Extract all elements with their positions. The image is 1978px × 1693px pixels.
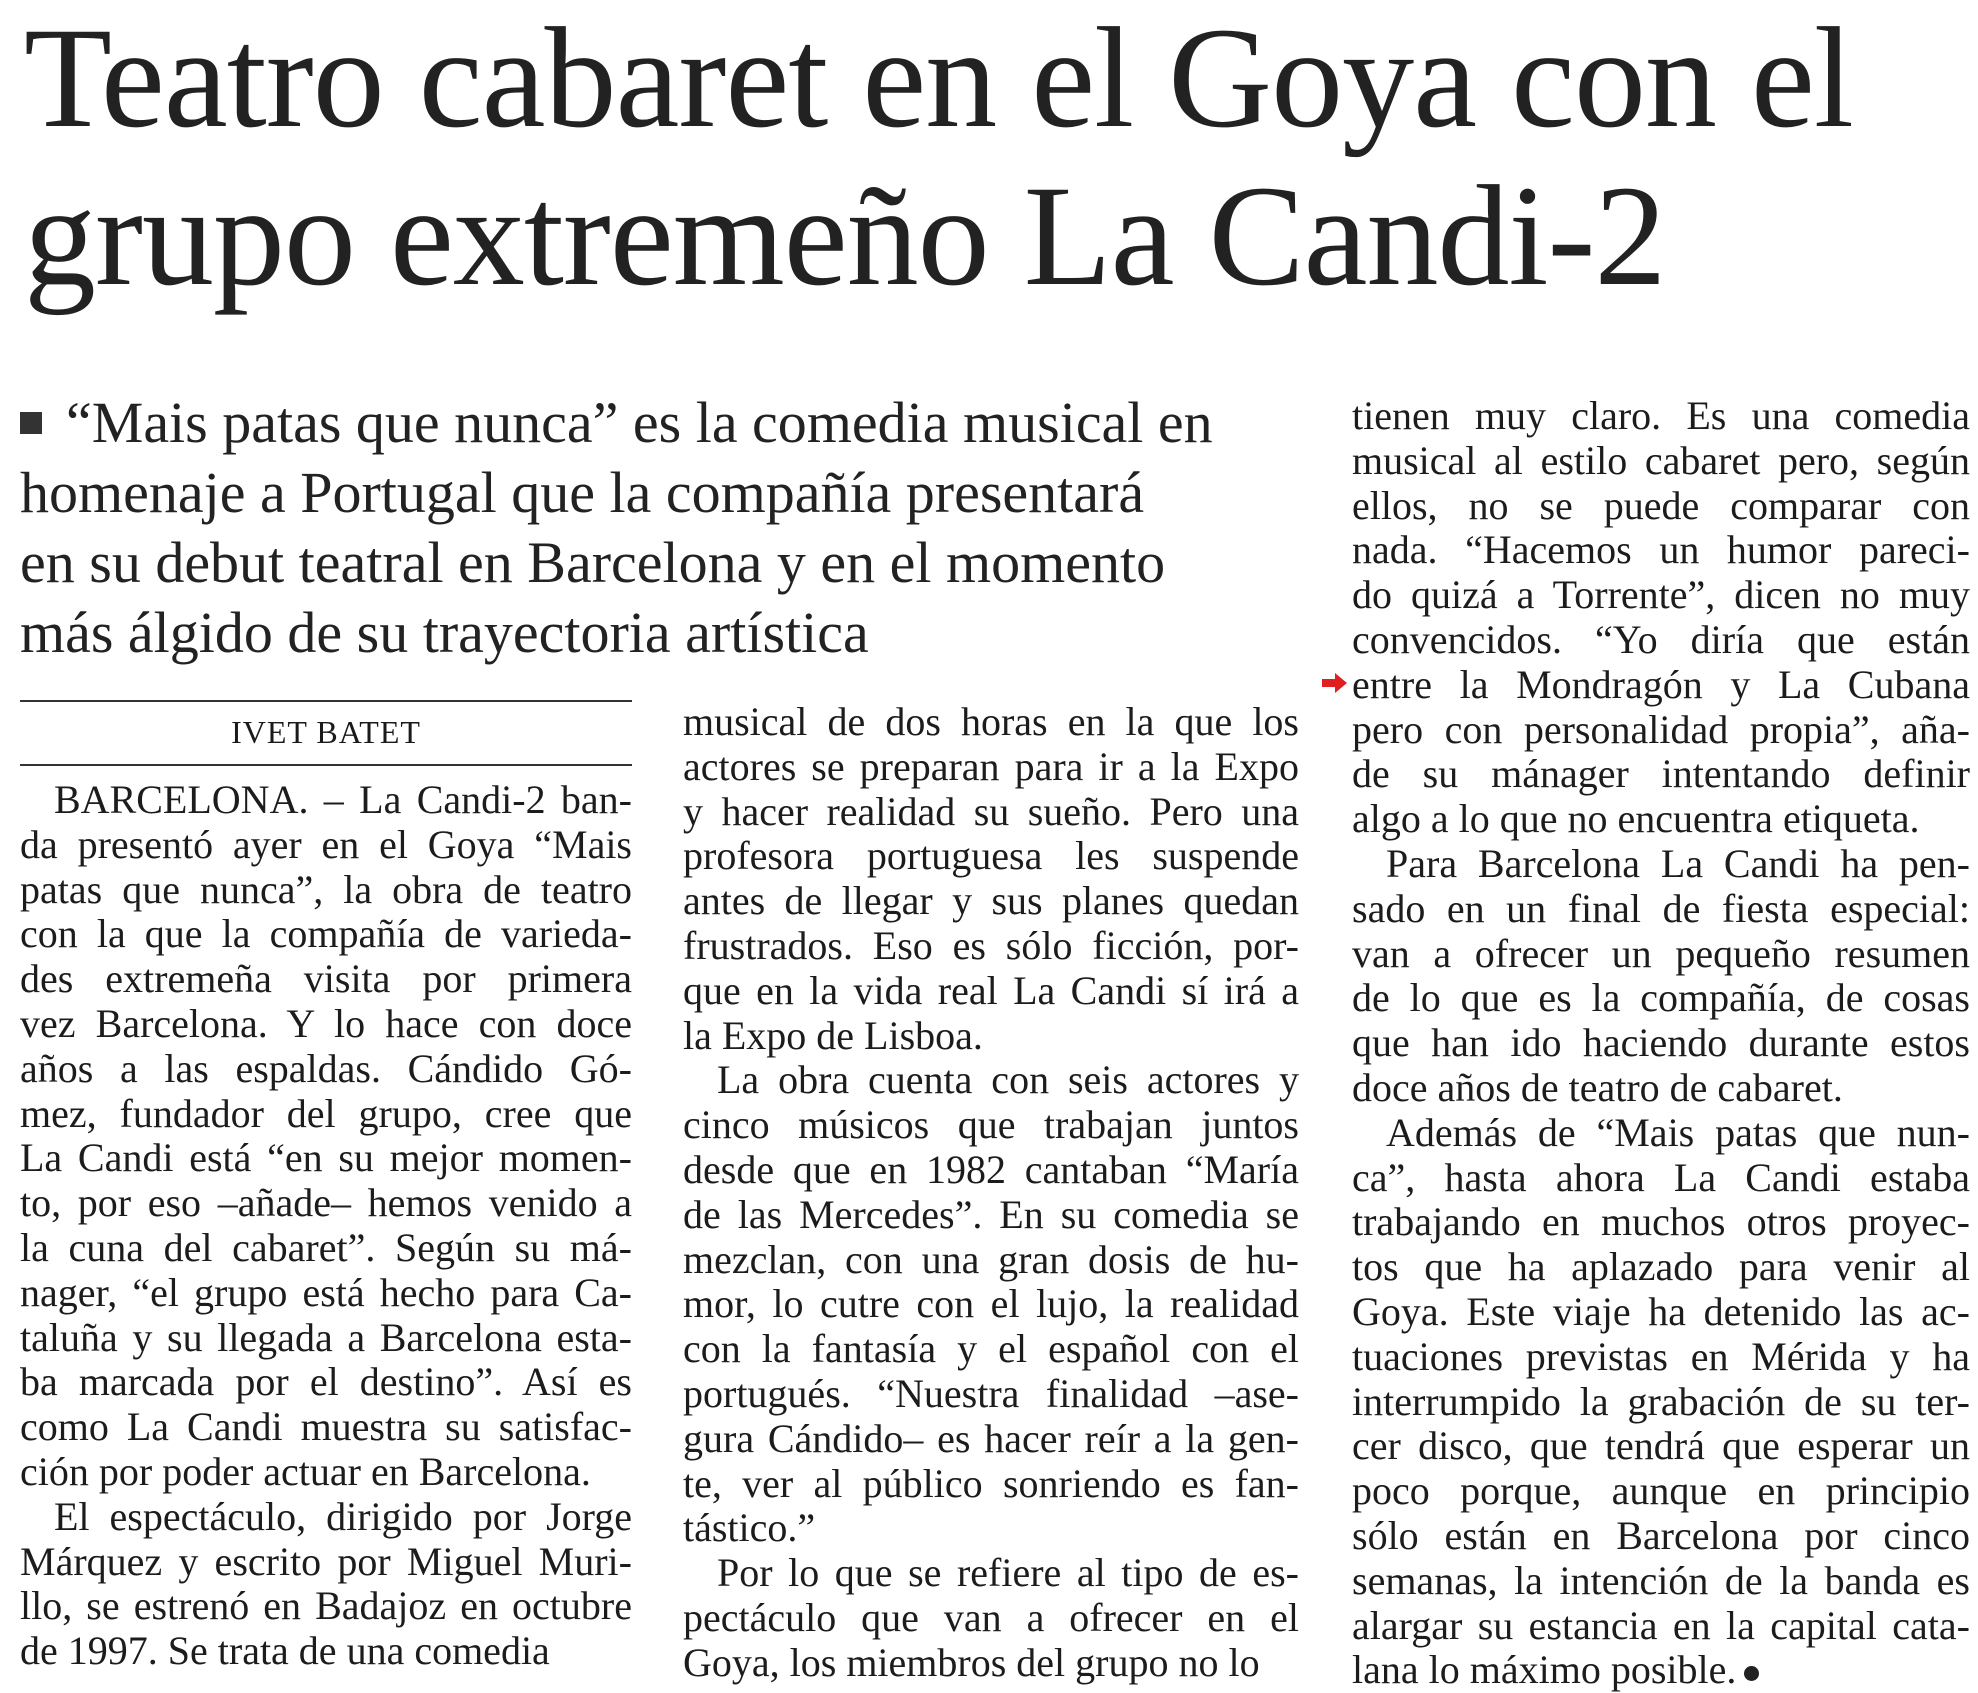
- headline: [24, 0, 1964, 316]
- article-line: frustrados. Eso es sólo ficción, por-: [683, 922, 1299, 968]
- article-line: Para Barcelona La Candi ha pen-: [1386, 840, 1970, 886]
- article-line: ellos, no se puede comparar con: [1352, 482, 1970, 528]
- subhead-line: más álgido de su trayectoria artística: [20, 600, 869, 665]
- article-line: ca”, hasta ahora La Candi estaba: [1352, 1154, 1970, 1200]
- article-line: semanas, la intención de la banda es: [1352, 1557, 1970, 1603]
- article-line: profesora portuguesa les suspende: [683, 833, 1299, 879]
- article-line: alargar su estancia en la capital cata-: [1352, 1602, 1970, 1648]
- headline-line: grupo extremeño La Candi-2: [24, 157, 1666, 316]
- headline-line: Teatro cabaret en el Goya con el: [24, 0, 1853, 158]
- byline-box: [20, 700, 632, 766]
- article-line: tos que ha aplazado para venir al: [1352, 1244, 1970, 1290]
- article-line: convencidos. “Yo diría que están: [1352, 616, 1970, 662]
- arrow-right-icon: [1322, 672, 1348, 694]
- article-line: con la fantasía y el español con el: [683, 1326, 1299, 1372]
- article-line: musical al estilo cabaret pero, según: [1352, 437, 1970, 483]
- article-line: años a las espaldas. Cándido Gó-: [20, 1045, 632, 1091]
- article-line: de su mánager intentando definir: [1352, 751, 1970, 797]
- article-line: tienen muy claro. Es una comedia: [1352, 393, 1970, 438]
- article-line: entre la Mondragón y La Cubana: [1352, 661, 1970, 707]
- article-line: pectáculo que van a ofrecer en el: [683, 1594, 1299, 1640]
- article-line: que en la vida real La Candi sí irá a: [683, 967, 1299, 1013]
- article-line: la cuna del cabaret”. Según su má-: [20, 1224, 632, 1270]
- article-line: trabajando en muchos otros proyec-: [1352, 1199, 1970, 1245]
- article-line: sado en un final de fiesta especial:: [1352, 885, 1970, 931]
- article-line: patas que nunca”, la obra de teatro: [20, 866, 632, 912]
- article-line: des extremeña visita por primera: [20, 956, 632, 1002]
- subhead-line-1: [20, 388, 1330, 458]
- article-line: tuaciones previstas en Mérida y ha: [1352, 1333, 1970, 1379]
- article-line: doce años de teatro de cabaret.: [1352, 1064, 1843, 1110]
- article-line: gura Cándido– es hacer reír a la gen-: [683, 1415, 1299, 1461]
- article-line: poco porque, aunque en principio: [1352, 1468, 1970, 1514]
- article-line: Márquez y escrito por Miguel Muri-: [20, 1538, 632, 1584]
- article-line: mez, fundador del grupo, cree que: [20, 1090, 632, 1136]
- article-line: nada. “Hacemos un humor pareci-: [1352, 527, 1970, 573]
- article-column-3: [1352, 394, 1970, 1693]
- end-dot-icon: [1744, 1666, 1759, 1681]
- article-line: taluña y su llegada a Barcelona esta-: [20, 1314, 632, 1360]
- subhead-line: en su debut teatral en Barcelona y en el momento: [20, 530, 1166, 595]
- article-line: Además de “Mais patas que nun-: [1386, 1109, 1970, 1155]
- article-line: llo, se estrenó en Badajoz en octubre: [20, 1583, 632, 1629]
- article-line: lana lo máximo posible.: [1352, 1648, 1970, 1693]
- article-line: El espectáculo, dirigido por Jorge: [54, 1493, 632, 1539]
- article-column-2: [683, 700, 1299, 1686]
- article-line: antes de llegar y sus planes quedan: [683, 878, 1299, 924]
- article-line: de lo que es la compañía, de cosas: [1352, 975, 1970, 1021]
- article-line: Goya. Este viaje ha detenido las ac-: [1352, 1288, 1970, 1334]
- article-line: ción por poder actuar en Barcelona.: [20, 1448, 591, 1494]
- article-line: que han ido haciendo durante estos: [1352, 1020, 1970, 1066]
- article-line: da presentó ayer en el Goya “Mais: [20, 821, 632, 867]
- subheadline: [20, 388, 1330, 668]
- article-line: te, ver al público sonriendo es fan-: [683, 1460, 1299, 1506]
- article-line: y hacer realidad su sueño. Pero una: [683, 788, 1299, 834]
- article-line: vez Barcelona. Y lo hace con doce: [20, 1000, 632, 1046]
- article-line: La Candi está “en su mejor momen-: [20, 1135, 632, 1181]
- article-line: ba marcada por el destino”. Así es: [20, 1359, 632, 1405]
- square-bullet-icon: [20, 412, 42, 434]
- article-line: la Expo de Lisboa.: [683, 1012, 983, 1058]
- article-line: como La Candi muestra su satisfac-: [20, 1404, 632, 1450]
- article-line: van a ofrecer un pequeño resumen: [1352, 930, 1970, 976]
- article-line: mezclan, con una gran dosis de hu-: [683, 1236, 1299, 1282]
- article-line: nager, “el grupo está hecho para Ca-: [20, 1269, 632, 1315]
- article-column-1: [20, 778, 632, 1674]
- article-line: Goya, los miembros del grupo no lo: [683, 1639, 1260, 1685]
- article-line: sólo están en Barcelona por cinco: [1352, 1512, 1970, 1558]
- article-line: interrumpido la grabación de su ter-: [1352, 1378, 1970, 1424]
- article-line: cer disco, que tendrá que esperar un: [1352, 1423, 1970, 1469]
- article-line: portugués. “Nuestra finalidad –ase-: [683, 1370, 1299, 1416]
- article-line: BARCELONA. – La Candi-2 ban-: [54, 777, 632, 822]
- article-line: tástico.”: [683, 1505, 816, 1551]
- subhead-text: “Mais patas que nunca” es la comedia musical en: [66, 390, 1213, 455]
- article-line: con la que la compañía de varieda-: [20, 911, 632, 957]
- article-line: La obra cuenta con seis actores y: [717, 1057, 1299, 1103]
- article-line: pero con personalidad propia”, aña-: [1352, 706, 1970, 752]
- article-line: Por lo que se refiere al tipo de es-: [717, 1550, 1299, 1596]
- article-line: musical de dos horas en la que los: [683, 699, 1299, 744]
- subhead-line: homenaje a Portugal que la compañía presentará: [20, 460, 1145, 525]
- article-line: de 1997. Se trata de una comedia: [20, 1628, 550, 1674]
- article-line: actores se preparan para ir a la Expo: [683, 743, 1299, 789]
- article-line: algo a lo que no encuentra etiqueta.: [1352, 796, 1920, 842]
- article-line: de las Mercedes”. En su comedia se: [683, 1191, 1299, 1237]
- article-line: cinco músicos que trabajan juntos: [683, 1102, 1299, 1148]
- byline: IVET BATET: [231, 714, 421, 750]
- article-line: mor, lo cutre con el lujo, la realidad: [683, 1281, 1299, 1327]
- article-line: desde que en 1982 cantaban “María: [683, 1146, 1299, 1192]
- article-line: to, por eso –añade– hemos venido a: [20, 1180, 632, 1226]
- article-line: do quizá a Torrente”, dicen no muy: [1352, 572, 1970, 618]
